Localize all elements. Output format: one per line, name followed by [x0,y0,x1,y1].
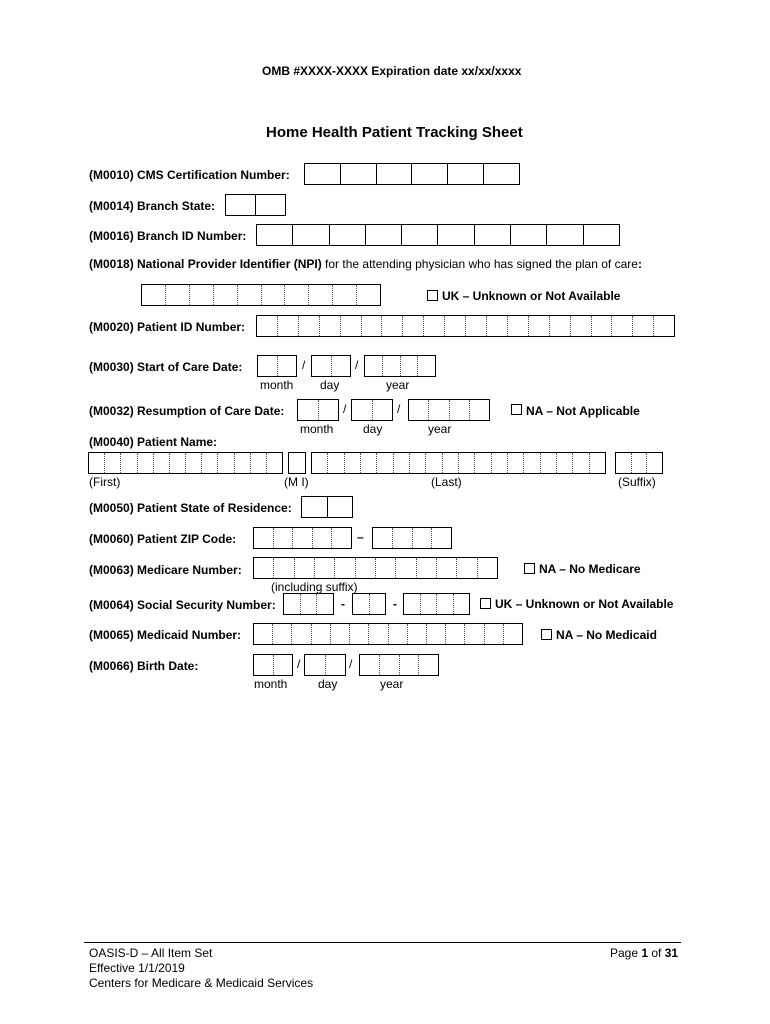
m0064-label: (M0064) Social Security Number: [89,598,276,612]
medicaid-na-checkbox[interactable] [541,629,552,640]
suffix-caption: (Suffix) [618,475,656,489]
year-caption: year [428,422,452,436]
last-name-input[interactable] [311,452,606,474]
birth-year-input[interactable] [359,654,439,676]
m0014-label: (M0014) Branch State: [89,199,216,213]
first-name-input[interactable] [88,452,283,474]
medicaid-number-input[interactable] [253,623,523,645]
mi-caption: (M I) [284,475,309,489]
m0050-label: (M0050) Patient State of Residence: [89,501,292,515]
year-caption: year [380,677,404,691]
m0032-label: (M0032) Resumption of Care Date: [89,404,285,418]
footer-agency: Centers for Medicare & Medicaid Services [89,976,314,990]
ssn-unknown-checkbox[interactable] [480,598,491,609]
day-caption: day [363,422,383,436]
birth-month-input[interactable] [253,654,293,676]
m0066-label: (M0066) Birth Date: [89,659,199,673]
branch-state-input[interactable] [225,194,286,216]
cms-certification-input[interactable] [304,163,520,185]
first-caption: (First) [89,475,121,489]
zip-dash: – [357,530,364,544]
page-number [610,946,678,960]
start-care-month-input[interactable] [257,355,297,377]
m0018-label [89,257,642,271]
footer-divider [84,942,681,943]
medicaid-na-label: NA – No Medicaid [556,628,657,642]
m0010-label: (M0010) CMS Certification Number: [89,168,290,182]
date-slash: / [297,657,301,671]
last-caption: (Last) [431,475,462,489]
date-slash: / [343,402,347,416]
footer-effective-date: Effective 1/1/2019 [89,961,185,975]
start-care-year-input[interactable] [364,355,436,377]
m0030-label: (M0030) Start of Care Date: [89,360,243,374]
resumption-month-input[interactable] [297,399,339,421]
m0018-description: for the attending physician who has signed the plan of care [321,257,638,271]
state-residence-input[interactable] [301,496,353,518]
ssn-part2-input[interactable] [352,593,386,615]
month-caption: month [260,378,294,392]
day-caption: day [318,677,338,691]
page-current: 1 [641,946,649,960]
page-title: Home Health Patient Tracking Sheet [266,124,523,141]
page-of: of [648,946,665,960]
patient-id-input[interactable] [256,315,675,337]
resumption-day-input[interactable] [351,399,393,421]
page-total: 31 [664,946,679,960]
medicare-number-input[interactable] [253,557,498,579]
m0016-label: (M0016) Branch ID Number: [89,229,247,243]
npi-input[interactable] [141,284,381,306]
suffix-input[interactable] [615,452,663,474]
date-slash: / [397,402,401,416]
branch-id-input[interactable] [256,224,620,246]
resumption-na-label: NA – Not Applicable [526,404,640,418]
year-caption: year [386,378,410,392]
page-prefix: Page [610,946,642,960]
day-caption: day [320,378,340,392]
m0018-colon: : [637,257,642,271]
resumption-year-input[interactable] [408,399,490,421]
ssn-dash: - [341,597,345,611]
ssn-part1-input[interactable] [283,593,334,615]
m0018-code: (M0018) National Provider Identifier (NPI) [89,257,322,271]
month-caption: month [254,677,288,691]
m0063-label: (M0063) Medicare Number: [89,563,242,577]
ssn-dash: - [393,597,397,611]
medicare-na-label: NA – No Medicare [539,562,641,576]
date-slash: / [355,358,359,372]
start-care-day-input[interactable] [311,355,351,377]
footer-form-name: OASIS-D – All Item Set [89,946,213,960]
omb-header: OMB #XXXX-XXXX Expiration date xx/xx/xxxx [262,64,522,78]
ssn-part3-input[interactable] [403,593,470,615]
month-caption: month [300,422,334,436]
ssn-unknown-label: UK – Unknown or Not Available [495,597,674,611]
npi-unknown-label: UK – Unknown or Not Available [442,289,621,303]
date-slash: / [349,657,353,671]
zip-code-input[interactable] [253,527,352,549]
npi-unknown-checkbox[interactable] [427,290,438,301]
medicare-suffix-caption: (including suffix) [271,580,358,594]
resumption-na-checkbox[interactable] [511,404,522,415]
m0060-label: (M0060) Patient ZIP Code: [89,532,237,546]
middle-initial-input[interactable] [288,452,306,474]
date-slash: / [302,358,306,372]
birth-day-input[interactable] [304,654,346,676]
m0040-label: (M0040) Patient Name: [89,435,218,449]
medicare-na-checkbox[interactable] [524,563,535,574]
m0065-label: (M0065) Medicaid Number: [89,628,242,642]
zip-extension-input[interactable] [372,527,452,549]
m0020-label: (M0020) Patient ID Number: [89,320,246,334]
